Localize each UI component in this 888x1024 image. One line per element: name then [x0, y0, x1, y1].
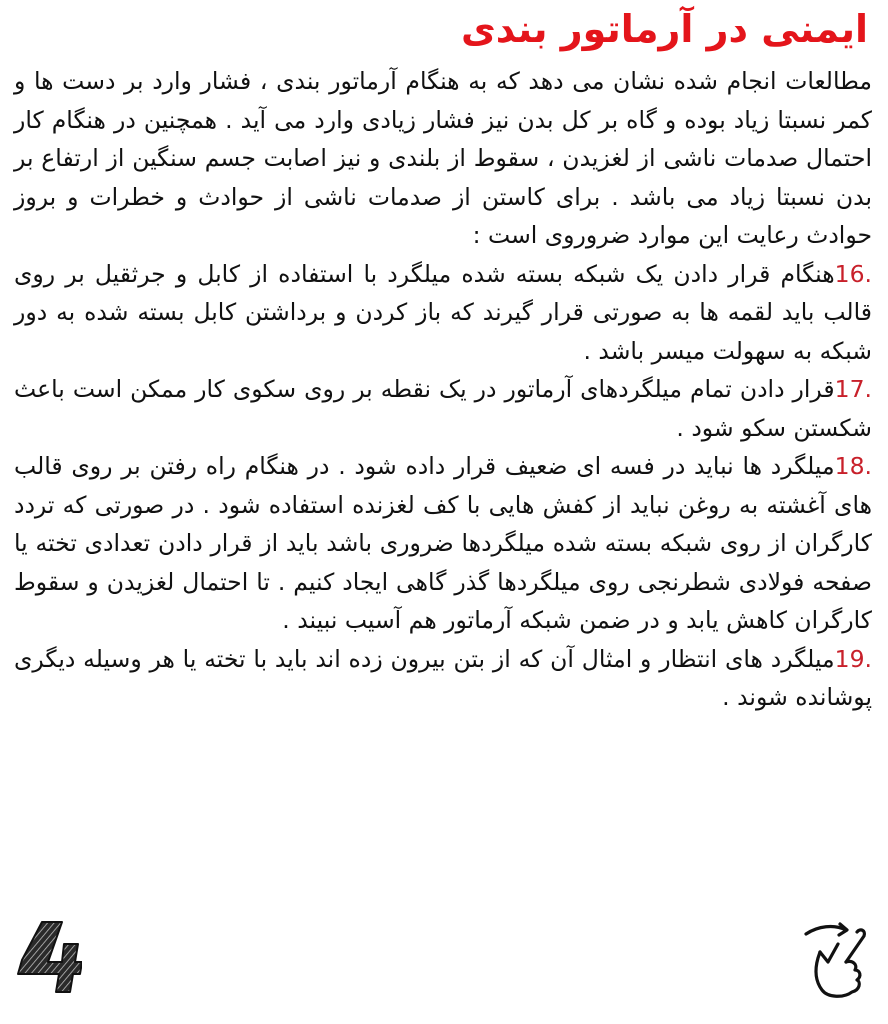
- number-four-icon: [16, 918, 82, 994]
- item-text: میلگرد ها نباید در فسه ای ضعیف قرار داده شود . در هنگام راه رفتن بر روی قالب های آغشته به روغن نباید از کفش هایی با کف لغزنده استفاده شود . در صورتی که تردد کارگران از روی شبکه بسته شده میلگردها ضروری باشد باید از قرار دادن تعدادی تخته یا صفحه فولادی شطرنجی روی میلگردها گذر گاهی ایجاد کنیم . تا احتمال لغزیدن و سقوط کارگران کاهش یابد و در ضمن شبکه آرماتور هم آسیب نبیند .: [14, 452, 872, 634]
- intro-paragraph: مطالعات انجام شده نشان می دهد که به هنگام آرماتور بندی ، فشار وارد بر دست ها و کمر نسبتا زیاد بوده و گاه بر کل بدن نیز فشار زیادی وارد می آید . همچنین در هنگام کار احتمال صدمات ناشی از لغزیدن ، سقوط از بلندی و نیز اصابت جسم سنگین از ارتفاع بر بدن نسبتا زیاد می باشد . برای کاستن از صدمات ناشی از حوادث و خطرات و بروز حوادث رعایت این موارد ضروروی است :: [14, 67, 872, 249]
- item-number: 19.: [834, 644, 872, 673]
- item-number: 17.: [834, 375, 872, 403]
- swipe-hand-icon: [800, 918, 872, 1000]
- item-text: میلگرد های انتظار و امثال آن که از بتن بیرون زده اند باید با تخته یا هر وسیله دیگری پوشانده شوند .: [14, 644, 872, 711]
- item-number: 18.: [834, 452, 872, 480]
- item-text: هنگام قرار دادن یک شبکه بسته شده میلگرد با استفاده از کابل و جرثقیل بر روی قالب باید لقمه ها به صورتی قرار گیرند که باز کردن و برداشتن کابل بسته شده به دور شبکه به سهولت میسر باشد .: [14, 259, 872, 365]
- list-item: [14, 640, 872, 717]
- item-number: 16.: [834, 259, 872, 288]
- document-page: [14, 0, 872, 717]
- page-title: ایمنی در آرماتور بندی: [460, 7, 868, 51]
- list-item: [14, 447, 872, 640]
- list-item: [14, 370, 872, 447]
- list-item: [14, 255, 872, 371]
- item-text: قرار دادن تمام میلگردهای آرماتور در یک نقطه بر روی سکوی کار ممکن است باعث شکستن سکو شود .: [14, 375, 872, 442]
